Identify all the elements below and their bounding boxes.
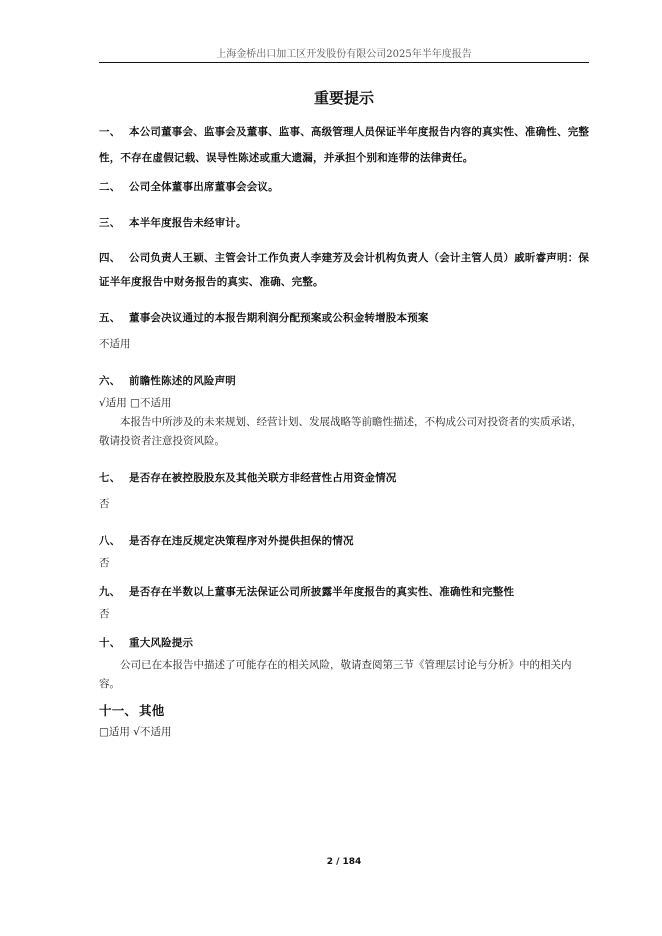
section-number: 九、 [99,586,121,598]
section-text: 公司全体董事出席董事会会议。 [129,181,279,193]
section-text: 董事会决议通过的本报告期利润分配预案或公积金转增股本预案 [129,312,429,324]
section-number: 一、 [99,126,121,138]
section-text: 是否存在违反规定决策程序对外提供担保的情况 [129,535,354,547]
section-8 [99,529,591,573]
section-number: 三、 [99,217,121,229]
section-number: 十、 [99,637,121,649]
section-3 [99,211,591,236]
applicability-checkbox: √适用 □不适用 [99,397,172,409]
section-6 [99,369,591,451]
section-number: 十一、 [99,703,138,718]
section-number: 四、 [99,252,121,264]
section-text: 本半年度报告未经审计。 [129,217,247,229]
section-11 [99,698,591,742]
header-divider [99,62,589,63]
section-number: 六、 [99,375,121,387]
section-2 [99,175,591,200]
section-text: 是否存在半数以上董事无法保证公司所披露半年度报告的真实性、准确性和完整性 [129,586,515,598]
section-number: 七、 [99,472,121,484]
section-text: 是否存在被控股股东及其他关联方非经营性占用资金情况 [129,472,397,484]
page-title: 重要提示 [313,89,374,107]
section-text: 前瞻性陈述的风险声明 [129,375,236,387]
section-text: 公司负责人王颖、主管会计工作负责人李建芳及会计机构负责人（会计主管人员）戚昕睿声明：保证半年度报告中财务报告的真实、准确、完整。 [99,252,590,288]
section-5 [99,306,591,354]
applicability-checkbox: □适用 √不适用 [99,726,172,738]
section-answer: 否 [99,608,110,620]
section-text: 本公司董事会、监事会及董事、监事、高级管理人员保证半年度报告内容的真实性、准确性、完整性，不存在虚假记载、误导性陈述或重大遗漏，并承担个别和连带的法律责任。 [99,126,590,164]
section-9 [99,580,591,624]
page-number: 2 / 184 [326,857,362,867]
section-body: 公司已在本报告中描述了可能存在的相关风险，敬请查阅第三节《管理层讨论与分析》中的相关内容。 [99,659,572,690]
section-body: 本报告中所涉及的未来规划、经营计划、发展战略等前瞻性描述，不构成公司对投资者的实质承诺，敬请投资者注意投资风险。 [99,416,582,447]
section-text: 重大风险提示 [129,637,194,649]
section-number: 八、 [99,535,121,547]
report-header: 上海金桥出口加工区开发股份有限公司2025年半年度报告 [216,49,472,60]
section-10 [99,631,591,694]
section-1 [99,119,591,171]
section-4 [99,246,591,294]
section-number: 二、 [99,181,121,193]
section-answer: 否 [99,498,110,510]
section-number: 五、 [99,312,121,324]
section-answer: 否 [99,557,110,569]
section-7 [99,466,591,514]
section-answer: 不适用 [99,338,131,350]
section-text: 其他 [139,703,165,718]
